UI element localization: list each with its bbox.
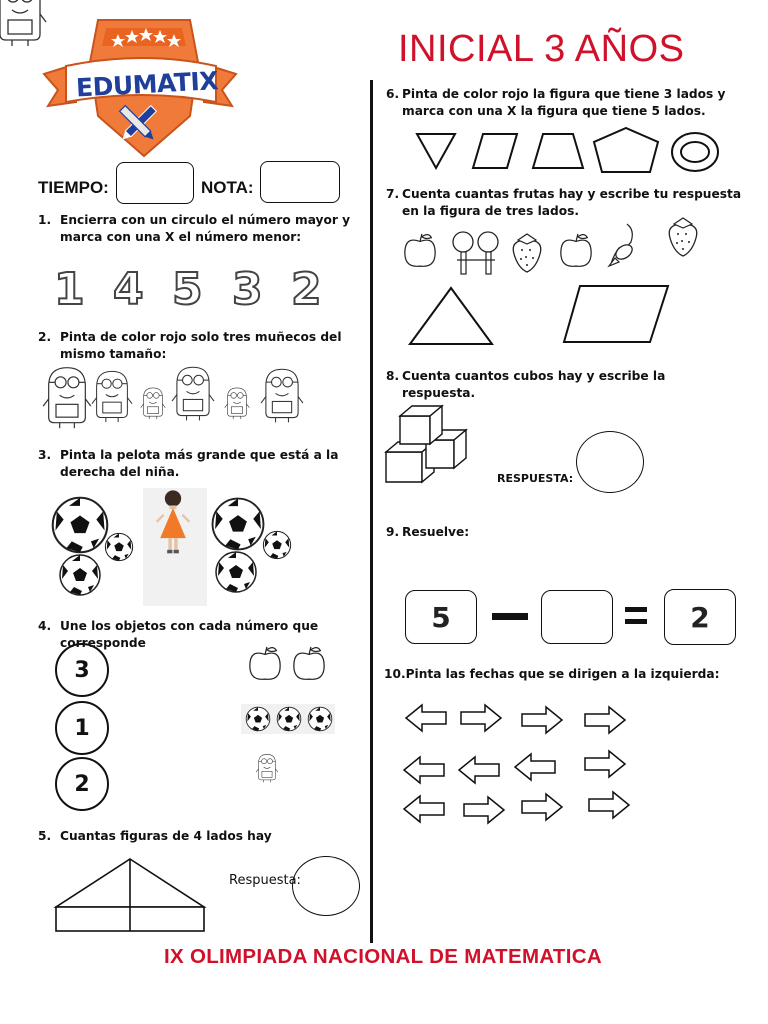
arrow-left-icon[interactable] — [404, 794, 448, 826]
question-2 — [38, 329, 358, 363]
q9-left-operand: 5 — [405, 590, 477, 644]
arrow-right-icon[interactable] — [461, 703, 505, 735]
logo-text: EDUMATIX — [75, 66, 219, 103]
q4-minion[interactable] — [256, 752, 278, 784]
q5-answer-label: Respuesta: — [229, 873, 301, 888]
q1-number-5[interactable]: 2 — [291, 264, 322, 315]
question-9-number: 9. — [386, 525, 400, 539]
q4-apple-2[interactable] — [290, 645, 328, 681]
q7-candy[interactable] — [607, 220, 641, 270]
q8-answer-label: RESPUESTA: — [497, 472, 574, 485]
q6-ring-inner — [681, 142, 709, 162]
q8-cubes[interactable] — [384, 402, 470, 486]
footer-title: IX OLIMPIADA NACIONAL DE MATEMATICA — [164, 945, 602, 968]
question-1-number: 1. — [38, 213, 52, 227]
q7-apple-2[interactable] — [558, 232, 594, 268]
question-10-text: Pinta las fechas que se dirigen a la izquierda: — [405, 667, 720, 681]
minion-3[interactable] — [140, 386, 166, 420]
question-8-number: 8. — [386, 369, 400, 383]
question-4-number: 4. — [38, 619, 52, 633]
q1-number-2[interactable]: 4 — [113, 264, 144, 315]
question-10-number: 10. — [384, 667, 406, 681]
arrow-right-icon[interactable] — [585, 749, 629, 781]
grade-input-box[interactable] — [260, 161, 340, 203]
arrow-left-icon[interactable] — [515, 752, 559, 784]
question-2-number: 2. — [38, 330, 52, 344]
question-8 — [386, 368, 686, 402]
ball-large-right[interactable] — [210, 496, 266, 552]
q4-number-circle-2[interactable]: 1 — [55, 701, 109, 755]
arrow-right-icon[interactable] — [589, 790, 633, 822]
ball-medium-left[interactable] — [58, 553, 102, 597]
question-7 — [386, 186, 746, 220]
q4-apple-1[interactable] — [246, 645, 284, 681]
ball-small-right[interactable] — [262, 530, 292, 560]
arrow-right-icon[interactable] — [585, 705, 629, 737]
question-4-text: Une los objetos con cada número que corresponde — [60, 619, 319, 650]
question-8-text: Cuenta cuantos cubos hay y escribe la respuesta. — [402, 369, 666, 400]
arrow-left-icon[interactable] — [406, 703, 450, 735]
q4-number-circle-3[interactable]: 2 — [55, 757, 109, 811]
ball-small-left[interactable] — [104, 532, 134, 562]
question-1-text: Encierra con un circulo el número mayor y marca con una X el número menor: — [60, 213, 351, 244]
q8-answer-circle[interactable] — [576, 431, 644, 493]
question-3 — [38, 447, 358, 481]
question-10 — [384, 666, 744, 683]
q7-strawberry-2[interactable] — [666, 216, 700, 258]
question-9-text: Resuelve: — [402, 525, 470, 539]
q5-shape-figure[interactable] — [52, 855, 212, 935]
question-6-number: 6. — [386, 87, 400, 101]
minus-sign — [492, 613, 528, 620]
q1-number-4[interactable]: 3 — [232, 264, 263, 315]
q1-number-3[interactable]: 5 — [172, 264, 203, 315]
q7-apple-1[interactable] — [402, 232, 438, 268]
question-6-text: Pinta de color rojo la figura que tiene 3 lados y marca con una X la figura que tiene 5 lados. — [402, 87, 726, 118]
q7-answer-triangle[interactable] — [406, 284, 496, 348]
q7-cherries[interactable] — [451, 230, 501, 276]
q4-ball-1[interactable] — [245, 706, 271, 732]
time-input-box[interactable] — [116, 162, 194, 204]
arrow-right-icon[interactable] — [522, 705, 566, 737]
q6-pentagon[interactable] — [594, 128, 658, 172]
arrow-right-icon[interactable] — [522, 792, 566, 824]
q6-trapezoid[interactable] — [533, 134, 583, 168]
q6-triangle[interactable] — [417, 134, 455, 168]
question-2-text: Pinta de color rojo solo tres muñecos del mismo tamaño: — [60, 330, 342, 361]
q9-result: 2 — [664, 589, 736, 645]
minion-6[interactable] — [261, 366, 303, 424]
question-1 — [38, 212, 358, 246]
q4-ball-3[interactable] — [307, 706, 333, 732]
q7-strawberry-1[interactable] — [510, 232, 544, 274]
ball-medium-right[interactable] — [214, 550, 258, 594]
q6-shapes — [405, 126, 725, 176]
minion-5[interactable] — [224, 386, 250, 420]
column-divider — [370, 80, 373, 943]
ball-large-left[interactable] — [50, 495, 110, 555]
arrow-right-icon[interactable] — [464, 795, 508, 827]
minion-2[interactable] — [92, 368, 132, 424]
q4-ball-2[interactable] — [276, 706, 302, 732]
edumatix-logo — [40, 6, 240, 166]
page-title: INICIAL 3 AÑOS — [398, 28, 685, 70]
equals-sign-bottom — [625, 619, 647, 624]
question-3-number: 3. — [38, 448, 52, 462]
minion-4[interactable] — [172, 364, 214, 422]
minion-1[interactable] — [42, 364, 92, 430]
question-6 — [386, 86, 746, 120]
question-9 — [386, 524, 586, 541]
grade-label: NOTA: — [201, 178, 254, 197]
equals-sign-top — [625, 607, 647, 612]
question-5 — [38, 828, 358, 845]
question-5-text: Cuantas figuras de 4 lados hay — [60, 829, 272, 843]
q7-parallelogram — [562, 284, 670, 346]
q5-answer-circle[interactable] — [292, 856, 360, 916]
arrow-left-icon[interactable] — [459, 755, 503, 787]
q1-number-1[interactable]: 1 — [54, 264, 85, 315]
question-3-text: Pinta la pelota más grande que está a la derecha del niña. — [60, 448, 339, 479]
q6-parallelogram[interactable] — [473, 134, 517, 168]
arrow-left-icon[interactable] — [404, 755, 448, 787]
q9-answer-box[interactable] — [541, 590, 613, 644]
girl-figure — [143, 488, 203, 558]
time-label: TIEMPO: — [38, 178, 109, 197]
question-7-number: 7. — [386, 187, 400, 201]
q4-number-circle-1[interactable]: 3 — [55, 643, 109, 697]
question-7-text: Cuenta cuantas frutas hay y escribe tu respuesta en la figura de tres lados. — [402, 187, 742, 218]
question-5-number: 5. — [38, 829, 52, 843]
